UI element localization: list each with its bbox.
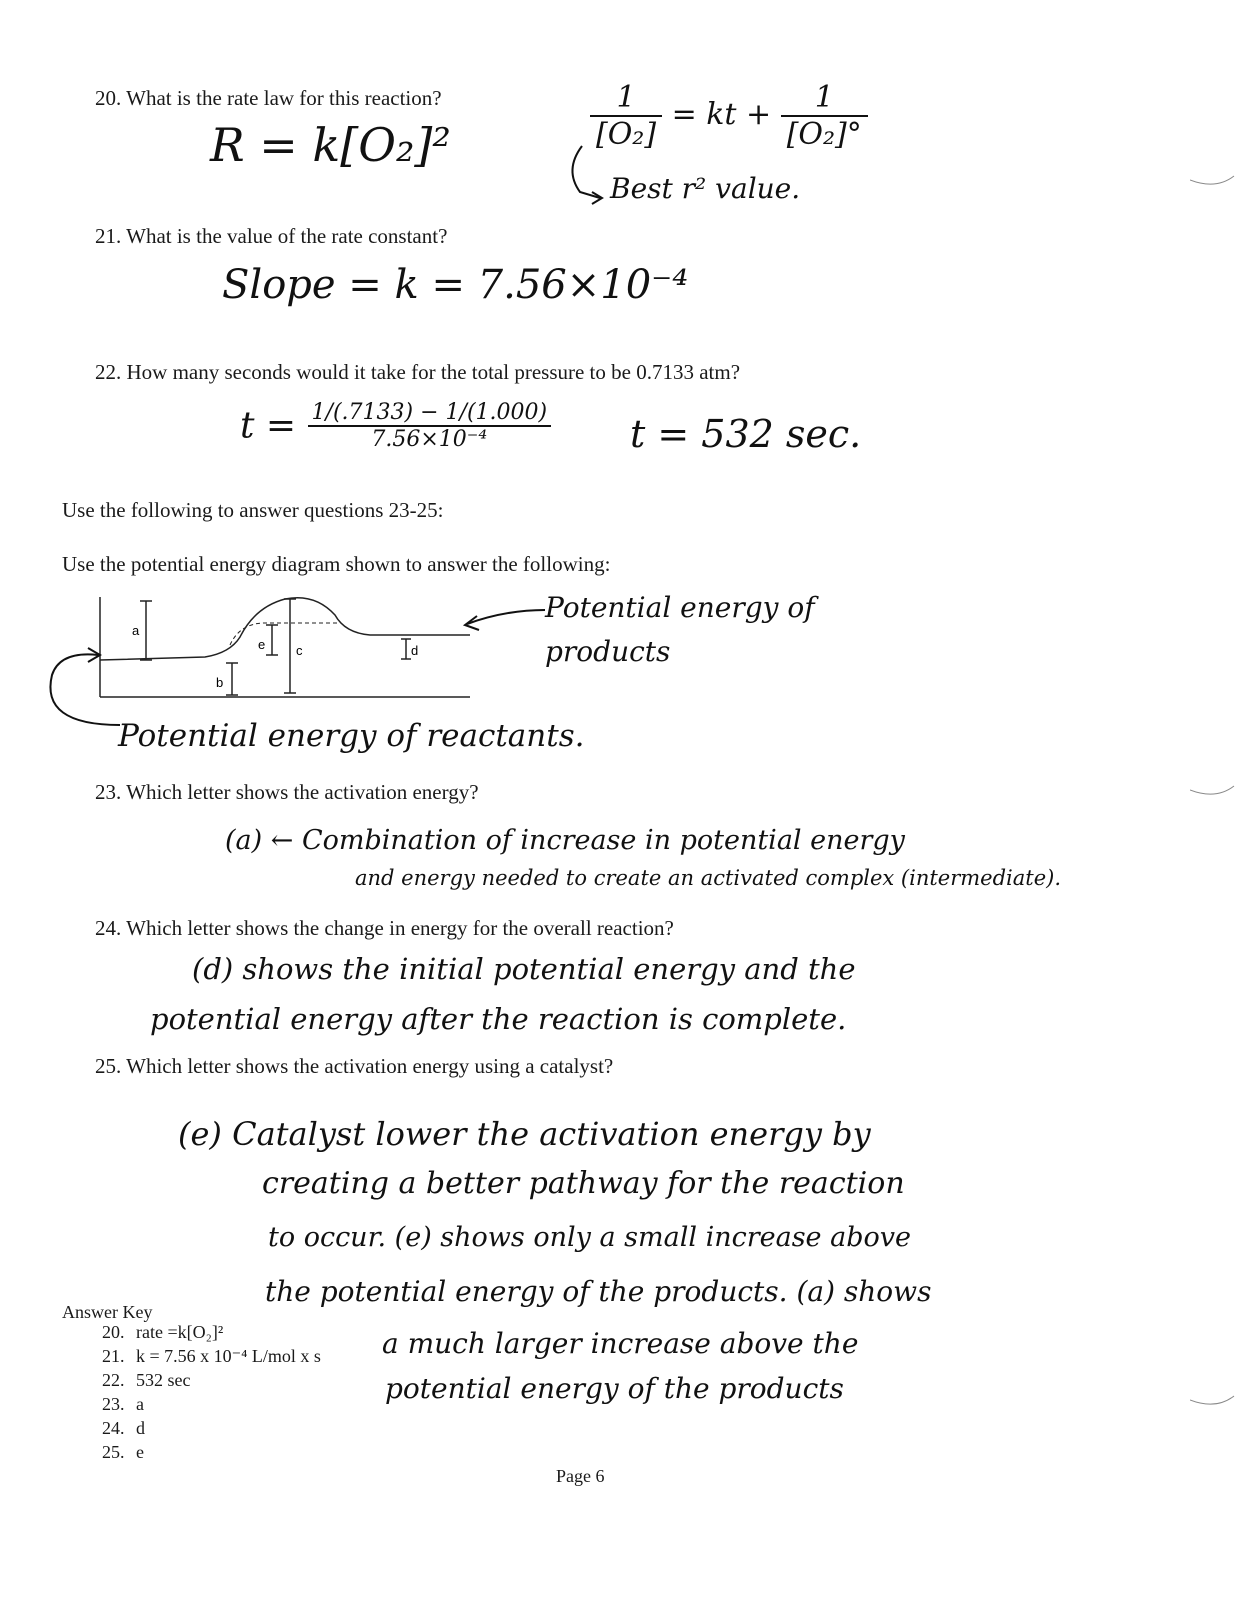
instruction-diagram: Use the potential energy diagram shown to answer the following: — [62, 552, 611, 576]
question-24: 24. Which letter shows the change in energy for the overall reaction? — [95, 916, 674, 940]
answer-key-list — [102, 1322, 321, 1466]
answer-22-work — [240, 400, 551, 452]
answer-24-line2: potential energy after the reaction is complete. — [150, 1002, 847, 1036]
answer-key-item: 24. d — [102, 1418, 145, 1438]
answer-23-line1: (a) ← Combination of increase in potential energy — [225, 825, 905, 856]
arrow-d — [401, 639, 411, 659]
products-pointer-arrow — [455, 600, 555, 640]
label-c: c — [296, 643, 303, 658]
eq-middle: = kt + — [671, 97, 772, 132]
integrated-rate-equation — [590, 80, 868, 152]
binder-hole-marks — [1190, 0, 1236, 1600]
answer-25-line1: (e) Catalyst lower the activation energy by — [178, 1115, 871, 1153]
answer-21: Slope = k = 7.56×10⁻⁴ — [222, 262, 689, 308]
answer-22-term-b: 1/(1.000) — [445, 400, 548, 425]
answer-key-item: 20. rate =k[O₂]² — [102, 1322, 224, 1342]
eq-rhs-numerator: 1 — [781, 80, 868, 117]
answer-20-note: Best r² value. — [610, 172, 801, 205]
label-b: b — [216, 675, 224, 690]
answer-25-line6: potential energy of the products — [385, 1372, 844, 1405]
answer-key-title: Answer Key — [62, 1302, 153, 1322]
label-e: e — [258, 637, 266, 652]
eq-lhs-denominator: [O₂] — [596, 117, 657, 152]
eq-lhs-numerator: 1 — [590, 80, 662, 117]
label-a: a — [132, 623, 140, 638]
answer-22-minus: − — [420, 400, 439, 425]
answer-20-rate-law: R = k[O₂]² — [210, 118, 451, 172]
label-reactants: Potential energy of reactants. — [118, 718, 585, 754]
answer-22-t-label: t = — [240, 405, 297, 447]
answer-25-line5: a much larger increase above the — [382, 1327, 859, 1360]
question-21: 21. What is the value of the rate constant? — [95, 224, 448, 248]
answer-key-item: 21. k = 7.56 x 10⁻⁴ L/mol x s — [102, 1346, 321, 1366]
question-23: 23. Which letter shows the activation energy? — [95, 780, 479, 804]
eq-rhs-denominator: [O₂]° — [786, 117, 862, 152]
answer-key-item: 23. a — [102, 1394, 144, 1414]
label-products: Potential energy of products — [545, 591, 815, 668]
question-25: 25. Which letter shows the activation energy using a catalyst? — [95, 1054, 614, 1078]
answer-25-line3: to occur. (e) shows only a small increase above — [268, 1222, 911, 1253]
answer-25-line4: the potential energy of the products. (a) shows — [265, 1275, 932, 1308]
answer-22-result: t = 532 sec. — [630, 412, 862, 456]
answer-22-term-a: 1/(.7133) — [311, 400, 414, 425]
answer-22-denominator: 7.56×10⁻⁴ — [371, 427, 488, 452]
arrow-e — [266, 625, 278, 655]
answer-key-item: 25. e — [102, 1442, 144, 1462]
question-22: 22. How many seconds would it take for the total pressure to be 0.7133 atm? — [95, 360, 741, 384]
page-number: Page 6 — [556, 1466, 605, 1486]
arrow-c — [284, 599, 296, 693]
answer-23-line2: and energy needed to create an activated complex (intermediate). — [355, 866, 1062, 890]
arrow-a — [140, 601, 152, 660]
arrow-b — [226, 663, 238, 695]
instruction-questions-23-25: Use the following to answer questions 23-25: — [62, 498, 444, 522]
label-d: d — [411, 643, 419, 658]
answer-25-line2: creating a better pathway for the reaction — [262, 1166, 905, 1201]
question-20: 20. What is the rate law for this reaction? — [95, 86, 442, 110]
answer-24-line1: (d) shows the initial potential energy and the — [192, 952, 856, 986]
reactants-pointer-arrow — [50, 654, 120, 725]
answer-key-item: 22. 532 sec — [102, 1370, 191, 1390]
